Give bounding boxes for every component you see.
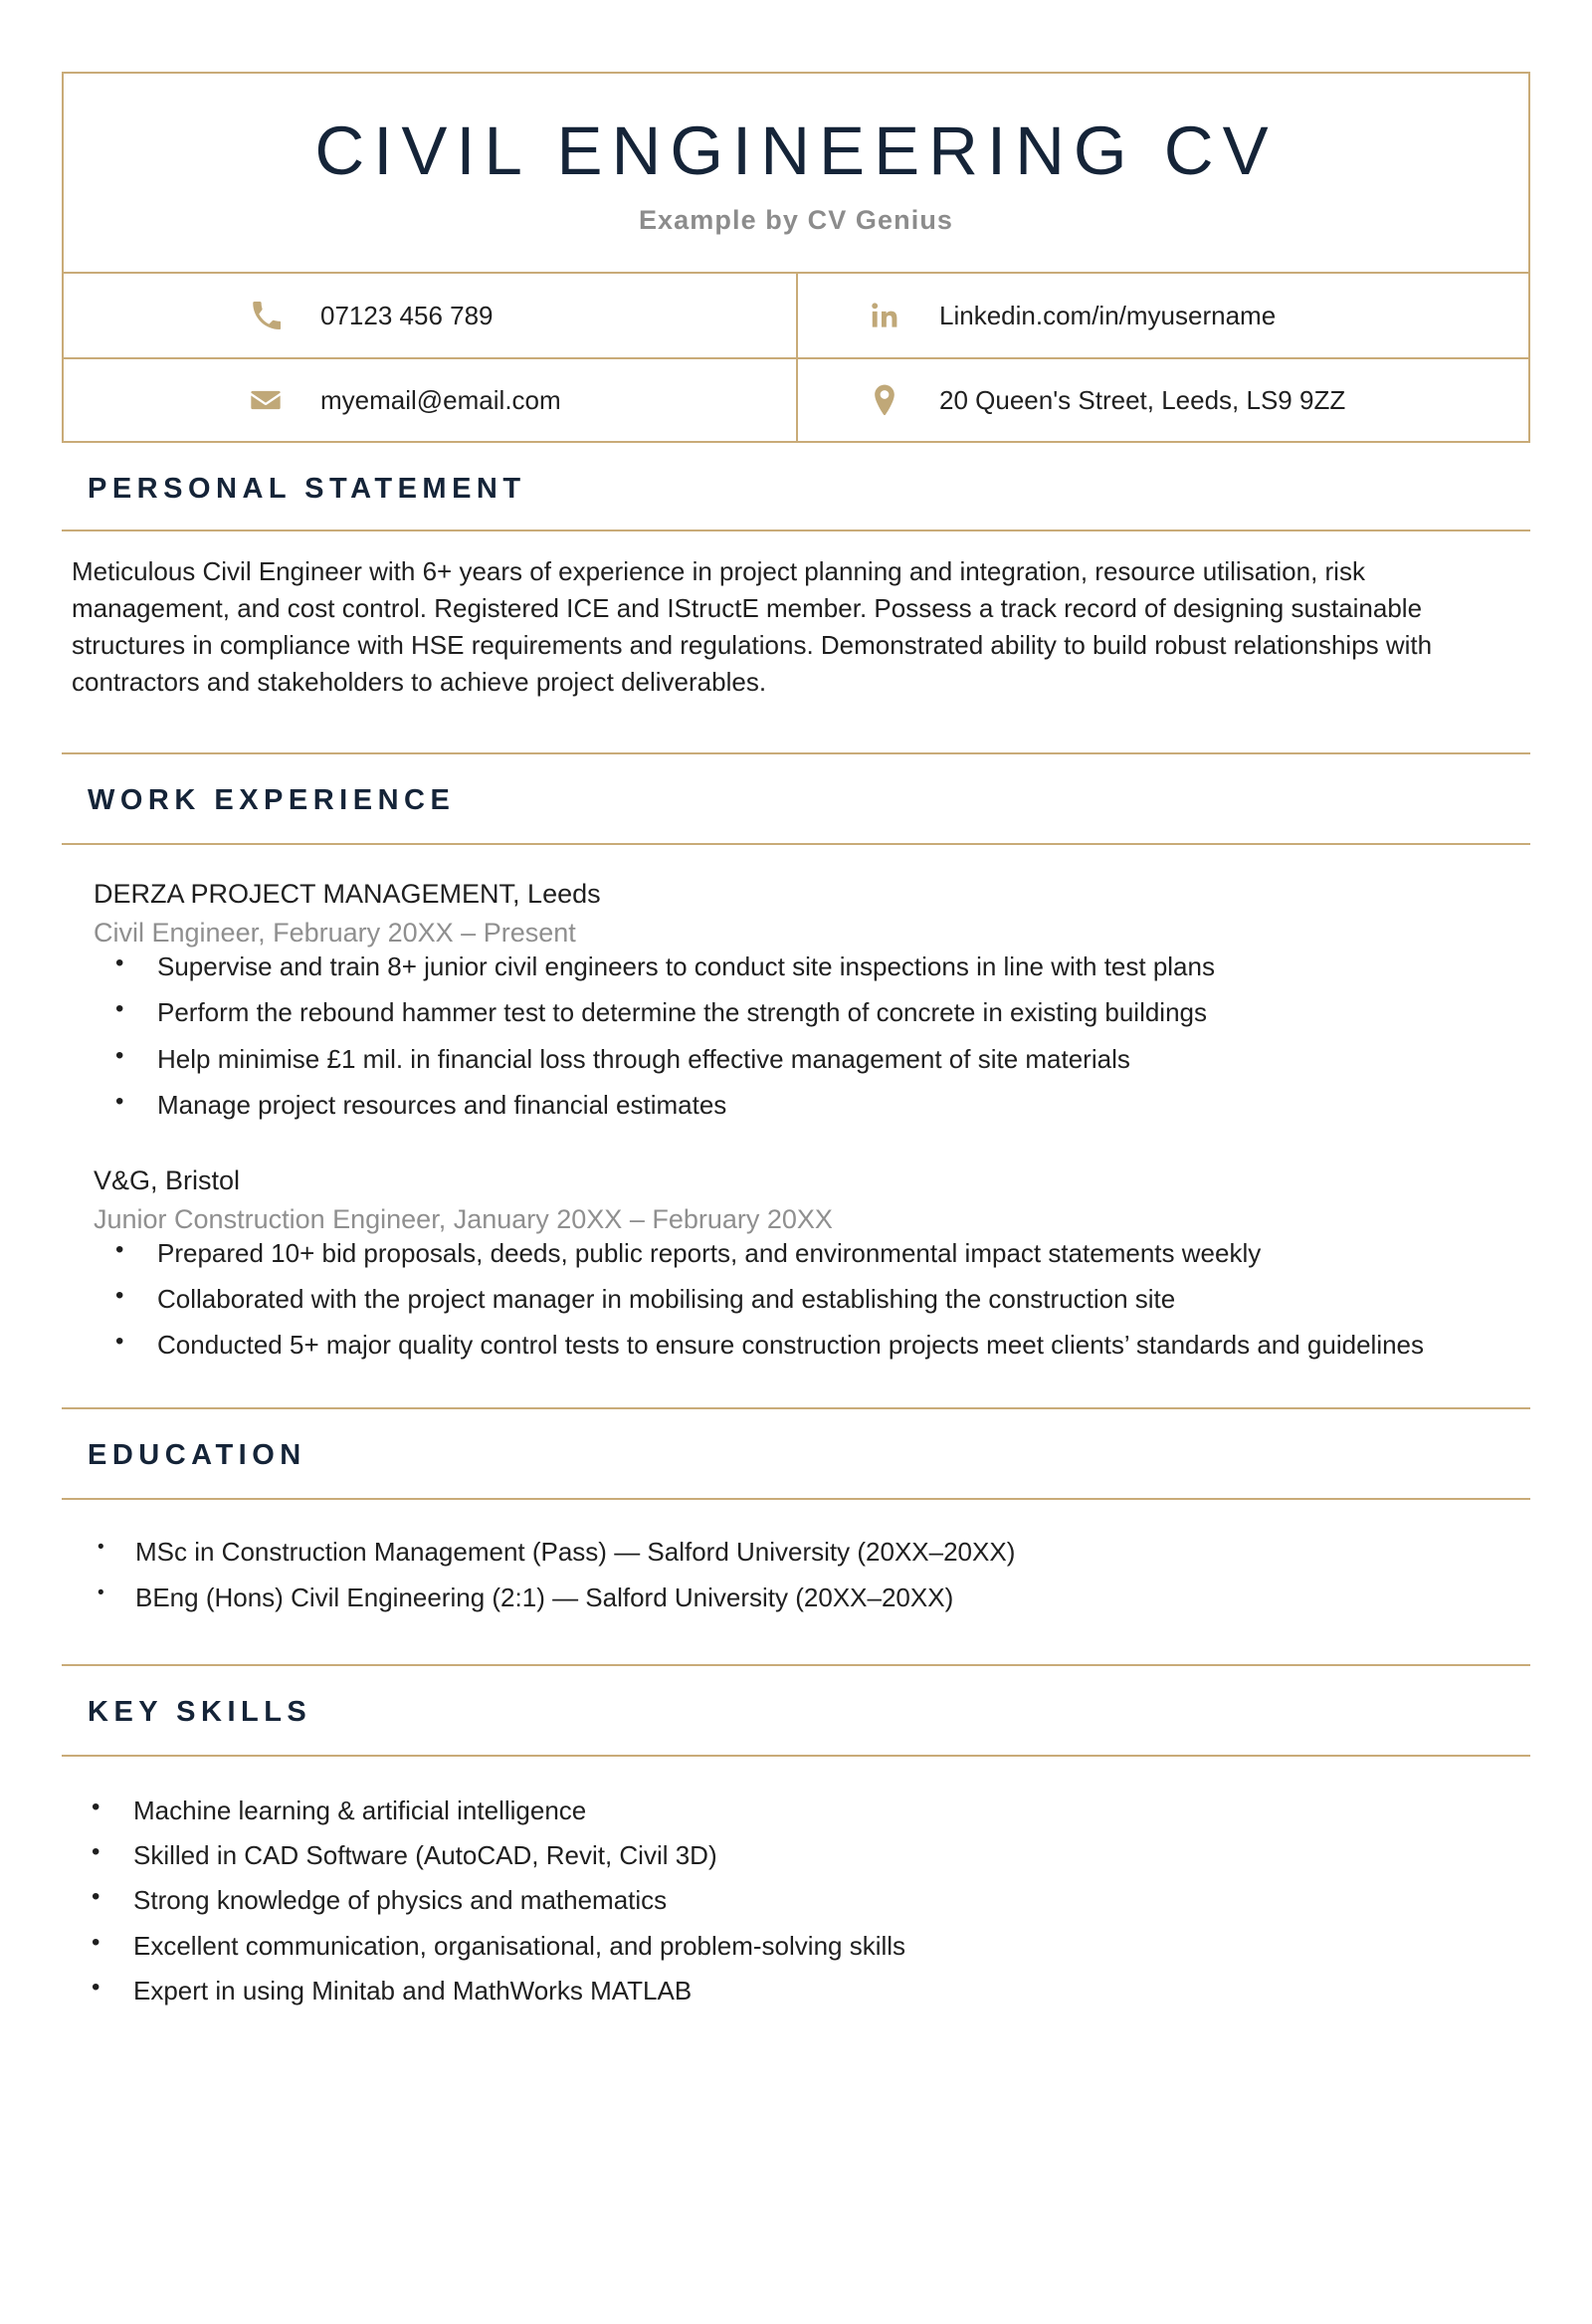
list-item: • Prepared 10+ bid proposals, deeds, public reports, and environmental impact statements weekly <box>62 1235 1530 1271</box>
section-key-skills <box>62 1664 1530 2009</box>
contact-phone-text: 07123 456 789 <box>320 300 494 330</box>
job-role: Junior Construction Engineer, January 20XX – February 20XX <box>94 1203 833 1234</box>
list-item: • Help minimise £1 mil. in financial loss through effective management of site materials <box>62 1041 1530 1077</box>
list-item: • Manage project resources and financial estimates <box>62 1087 1530 1123</box>
page-title: CIVIL ENGINEERING CV <box>314 112 1278 189</box>
section-education <box>62 1407 1530 1616</box>
section-divider <box>62 1407 1530 1409</box>
email-icon <box>249 383 283 417</box>
contact-address-text: 20 Queen's Street, Leeds, LS9 9ZZ <box>939 384 1346 415</box>
job-company: DERZA PROJECT MANAGEMENT, Leeds <box>94 879 601 910</box>
contact-item-email[interactable] <box>64 357 796 441</box>
list-item: • Collaborated with the project manager in mobilising and establishing the construction site <box>62 1281 1530 1317</box>
list-item: • Conducted 5+ major quality control tests to ensure construction projects meet clients’ standards and guidelines <box>62 1327 1530 1363</box>
contact-linkedin-text: Linkedin.com/in/myusername <box>939 300 1277 330</box>
section-heading-personal-statement: PERSONAL STATEMENT <box>88 473 526 506</box>
list-item: • Expert in using Minitab and MathWorks MATLAB <box>62 1973 1530 2008</box>
header-title-block <box>64 74 1528 272</box>
list-item: • Strong knowledge of physics and mathematics <box>62 1882 1530 1918</box>
section-heading-key-skills: KEY SKILLS <box>88 1695 312 1728</box>
page-subtitle: Example by CV Genius <box>638 205 954 236</box>
list-item: • BEng (Hons) Civil Engineering (2:1) — Salford University (20XX–20XX) <box>62 1580 1530 1615</box>
section-heading-work-experience: WORK EXPERIENCE <box>88 784 456 817</box>
contact-email-text: myemail@email.com <box>320 384 561 415</box>
job-bullet-list <box>62 949 1530 1124</box>
job-company: V&G, Bristol <box>94 1164 241 1195</box>
section-divider <box>62 1664 1530 1666</box>
section-divider <box>62 529 1530 531</box>
list-item: • Skilled in CAD Software (AutoCAD, Revit, Civil 3D) <box>62 1837 1530 1873</box>
job-role: Civil Engineer, February 20XX – Present <box>94 918 576 949</box>
section-heading-education: EDUCATION <box>88 1438 306 1471</box>
key-skills-list <box>62 1793 1530 2009</box>
section-divider <box>62 752 1530 754</box>
contact-grid <box>64 272 1528 441</box>
list-item: • Machine learning & artificial intelligence <box>62 1793 1530 1828</box>
section-divider <box>62 843 1530 845</box>
cv-page <box>0 72 1592 2324</box>
location-pin-icon <box>868 383 901 417</box>
job-entry <box>62 879 1530 1124</box>
contact-item-linkedin[interactable] <box>796 274 1528 357</box>
list-item: • Excellent communication, organisational, and problem-solving skills <box>62 1928 1530 1964</box>
phone-icon <box>249 299 283 332</box>
section-divider <box>62 1498 1530 1500</box>
job-bullet-list <box>62 1235 1530 1364</box>
list-item: • MSc in Construction Management (Pass) — Salford University (20XX–20XX) <box>62 1534 1530 1570</box>
education-list <box>62 1534 1530 1616</box>
section-work-experience <box>62 752 1530 1364</box>
section-divider <box>62 1755 1530 1757</box>
section-personal-statement <box>62 473 1530 701</box>
linkedin-icon <box>868 299 901 332</box>
cv-header-box <box>62 72 1530 443</box>
contact-item-address[interactable] <box>796 357 1528 441</box>
job-entry <box>62 1165 1530 1364</box>
contact-item-phone[interactable] <box>64 274 796 357</box>
personal-statement-body: Meticulous Civil Engineer with 6+ years of experience in project planning and integration, resource utilisation, risk management, and cost control. Registered ICE and IStructE member. Possess a track record of designing sustainable structures in compliance with HSE requirements and regulations. Demonstrated ability to build robust relationships with contractors and stakeholders to achieve project deliverables. <box>72 556 1433 698</box>
list-item: • Supervise and train 8+ junior civil engineers to conduct site inspections in line with test plans <box>62 949 1530 984</box>
list-item: • Perform the rebound hammer test to determine the strength of concrete in existing buildings <box>62 994 1530 1030</box>
